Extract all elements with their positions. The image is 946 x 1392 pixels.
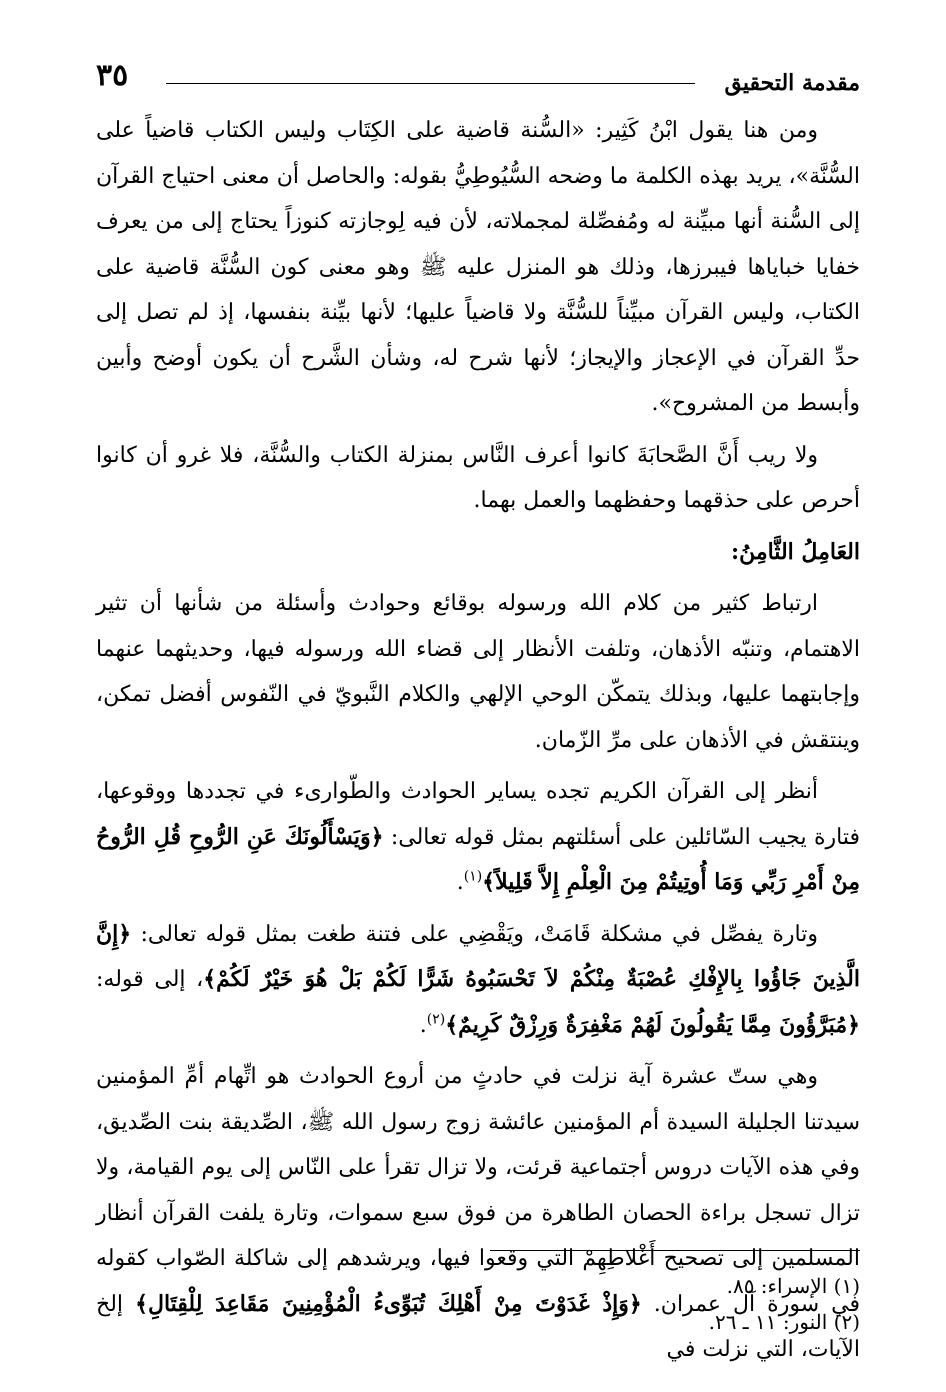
paragraph [96,769,860,906]
page-number: ٣٥ [96,58,129,93]
paragraph-text: وهي ستّ عشرة آية نزلت في حادثٍ من أروع الحوادث هو اتِّهام أمِّ المؤمنين سيدتنا الجليلة السيدة أم المؤمنين عائشة زوج رسول الله ﷺ، الصِّديقة بنت الصِّديق، وفي هذه الآيات دروس أجتماعية قرئت، ولا تزال تقرأ على النّاس إلى يوم القيامة، ولا تزال تسجل براءة الحصان الطاهرة من فوق سبع سموات، وتارة يلفت القرآن أنظار المسلمين إلى تصحيح أَغْلاطِهِمْ التي وقعوا فيها، ويرشدهم إلى شاكلة الصّواب كقوله في سورة آل عمران. [96,1064,860,1317]
footnote-reference: (٢) [426,1011,446,1028]
footnote-divider [490,1250,860,1251]
main-text [96,108,860,1379]
paragraph-text: إلخ الآيات، التي نزلت في [96,1291,860,1362]
paragraph-text: وتارة يفصِّل في مشكلة قَامَتْ، ويَقْضِي على فتنة طغت بمثل قوله تعالى: [140,921,818,947]
footnote: (١) الإسراء: ٨٥. [726,1274,860,1298]
running-title: مقدمة التحقيق [724,70,860,96]
paragraph: ومن هنا يقول ابْنُ كَثِير: «السُّنة قاضية على الكِتَاب وليس الكتاب قاضياً على السُّنَّة»، يريد بهذه الكلمة ما وضحه السُّيُوطِيُّ بقوله: والحاصل أن معنى احتياج القرآن إلى السُّنة أنها مبيِّنة له ومُفصِّلة لمجملاته، لأن فيه لِوجازته كنوزاً يحتاج إلى من يعرف خفايا خباياها فيبرزها، وذلك هو المنزل عليه ﷺ وهو معنى كون السُّنَّة قاضية على الكتاب، وليس القرآن مبيِّناً للسُّنَّة ولا قاضياً عليها؛ لأنها بيِّنة بنفسها، إذ لم تصل إلى حدِّ القرآن في الإعجاز والإيجاز؛ لأنها شرح له، وشأن الشَّرح أن يكون أوضح وأبين وأبسط من المشروح». [96,118,861,416]
footnote: (٢) النور: ١١ ـ ٢٦. [708,1310,860,1334]
punctuation: . [419,1012,427,1038]
paragraph: ولا ريب أَنَّ الصَّحابَةَ كانوا أعرف النَّاس بمنزلة الكتاب والسُّنَّة، فلا غرو أن كانوا أحرص على حذقهما وحفظهما والعمل بهما. [96,442,860,513]
footnote-reference: (١) [463,868,483,885]
paragraph: ارتباط كثير من كلام الله ورسوله بوقائع وحوادث وأسئلة من شأنها أن تثير الاهتمام، وتنبّه الأذهان، وتلفت الأنظار إلى قضاء الله ورسوله فيها، وحديثهما عنهما وإجابتهما عليها، وبذلك يتمكّن الوحي الإلهي والكلام النَّبويّ في النّفوس أفضل تمكن، وينتقش في الأذهان على مرِّ الزّمان. [96,591,860,753]
footnotes [96,1268,860,1340]
quran-verse: ﴿وَإِذْ غَدَوْتَ مِنْ أَهْلِكَ تُبَوِّىءُ الْمُؤْمِنِينَ مَقَاعِدَ لِلْقِتَالِ﴾ [135,1290,642,1317]
quran-verse: ﴿وَيَسْأَلُونَكَ عَنِ الرُّوحِ قُلِ الرُّوحُ مِنْ أَمْرِ رَبِّي وَمَا أُوتِيتُمْ مِنَ الْعِلْمِ إِلاَّ قَلِيلاً﴾ [96,823,860,895]
paragraph-text: أنظر إلى القرآن الكريم تجده يساير الحوادث والطّوارىء في تجددها ووقوعها، فتارة يجيب السّائلين على أسئلتهم بمثل قوله تعالى: [96,779,860,850]
quran-verse: ﴿إِنَّ الَّذِينَ جَاؤُوا بِالإِفْكِ عُصْبَةٌ مِنْكُمْ لاَ تَحْسَبُوهُ شَرًّا لَكُمْ بَلْ هُوَ خَيْرٌ لَكُمْ﴾ [96,920,861,992]
quran-verse: ﴿مُبَرَّؤُونَ مِمَّا يَقُولُونَ لَهُمْ مَغْفِرَةٌ وَرِزْقٌ كَرِيمٌ﴾ [445,1011,860,1038]
header-divider [166,83,695,84]
page-header [96,58,860,98]
punctuation: . [456,870,464,895]
paragraph-text: ، إلى قوله: [96,967,204,992]
section-heading: العَامِلُ الثَّامِنُ: [730,538,860,565]
paragraph [96,912,860,1049]
